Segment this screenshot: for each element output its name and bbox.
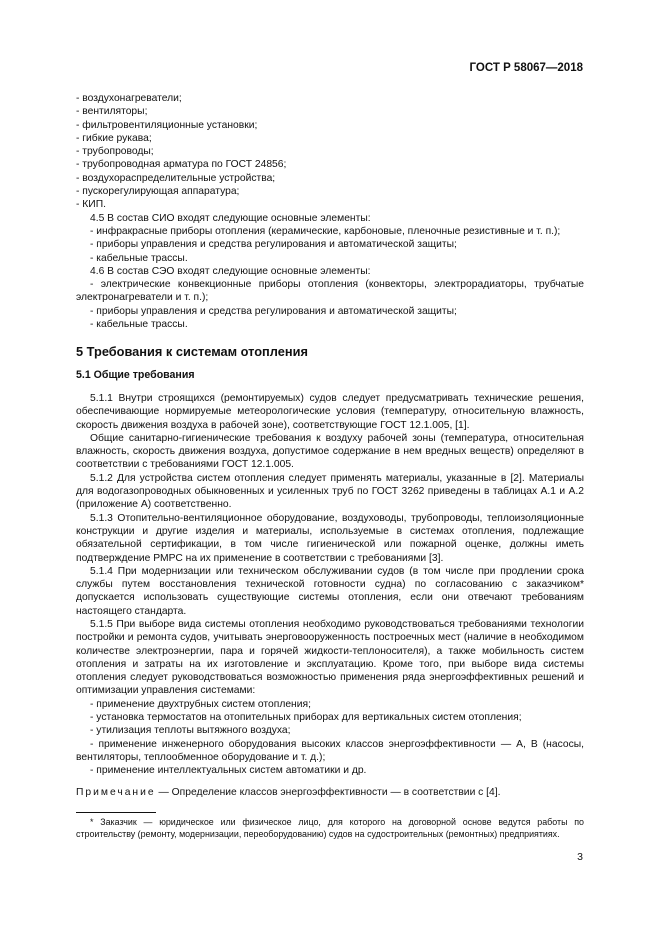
list-item: - применение интеллектуальных систем автоматики и др. bbox=[90, 765, 367, 777]
subsection-title: 5.1 Общие требования bbox=[76, 368, 195, 381]
list-item: - кабельные трассы. bbox=[90, 319, 188, 331]
paragraph-4-5: 4.5 В состав СИО входят следующие основные элементы: bbox=[90, 212, 371, 224]
list-item: - фильтровентиляционные установки; bbox=[76, 119, 258, 131]
note-text: — Определение классов энергоэффективности — в соответствии с [4]. bbox=[155, 786, 501, 798]
list-item: - применение двухтрубных систем отопления; bbox=[90, 698, 311, 710]
paragraph: Общие санитарно-гигиенические требования к воздуху рабочей зоны (температура, относительная влажность, скорость движения воздуха, допустимое содержание в нем вредных веществ) определяют в соответствии с требованиями ГОСТ 12.1.005. bbox=[76, 432, 584, 471]
list-item: - приборы управления и средства регулирования и автоматической защиты; bbox=[90, 239, 457, 251]
footnote: * Заказчик — юридическое или физическое лицо, для которого на договорной основе ведутся работы по строительству (ремонту, модернизации, переоборудованию) судов на судостроительных (ремонтных) предприятиях. bbox=[76, 817, 584, 839]
list-item: - кабельные трассы. bbox=[90, 252, 188, 264]
list-b bbox=[76, 225, 584, 265]
paragraph-4-6: 4.6 В состав СЭО входят следующие основные элементы: bbox=[90, 265, 371, 277]
section-title: 5 Требования к системам отопления bbox=[76, 344, 308, 360]
list-item: - пускорегулирующая аппаратура; bbox=[76, 186, 240, 198]
list-item: - воздухораспределительные устройства; bbox=[76, 172, 276, 184]
list-d bbox=[76, 698, 584, 778]
list-item: - приборы управления и средства регулирования и автоматической защиты; bbox=[90, 305, 457, 317]
list-item: - инфракрасные приборы отопления (керамические, карбоновые, пленочные резистивные и т. п.); bbox=[90, 225, 561, 237]
paragraph: 5.1.1 Внутри строящихся (ремонтируемых) судов следует предусматривать технические решения, обеспечивающие нормируемые метеорологические условия (температуру, относительную влажность, скорость движения воздуха в рабочей зоне), соответствующие ГОСТ 12.1.005, [1]. bbox=[76, 392, 584, 431]
list-item: - установка термостатов на отопительных приборах для вертикальных систем отопления; bbox=[90, 712, 522, 724]
paragraph: 5.1.5 При выборе вида системы отопления необходимо руководствоваться требованиями технологии постройки и ремонта судов, учитывать энерговооруженность построечных мест (наличие в необходимом количестве электроэнергии, пара и горячей жидкости-теплоносителя), а также мобильность систем отопления и затраты на их изготовление и эксплуатацию. Кроме того, при выборе вида системы отопления следует руководствоваться возможностью применения ряда энергоэффективных решений и оптимизации управления системами: bbox=[76, 618, 584, 697]
page-content bbox=[76, 92, 584, 799]
paragraph: 5.1.4 При модернизации или техническом обслуживании судов (в том числе при продлении срока службы путем восстановления технической готовности судна) по согласованию с заказчиком* допускается использовать существующие системы отопления, если они отвечают требованиям настоящего стандарта. bbox=[76, 565, 584, 617]
page-number: 3 bbox=[577, 851, 583, 863]
list-item: - электрические конвекционные приборы отопления (конвекторы, электрорадиаторы, трубчатые электронагреватели и т. п.); bbox=[76, 279, 584, 304]
list-item: - КИП. bbox=[76, 199, 106, 211]
list-item: - трубопроводы; bbox=[76, 146, 154, 158]
list-a bbox=[76, 92, 584, 212]
list-item: - утилизация теплоты вытяжного воздуха; bbox=[90, 725, 291, 737]
footnote-divider bbox=[76, 812, 156, 813]
list-item: - трубопроводная арматура по ГОСТ 24856; bbox=[76, 159, 287, 171]
note bbox=[76, 786, 584, 799]
list-c bbox=[76, 305, 584, 332]
list-item: - вентиляторы; bbox=[76, 106, 148, 118]
document-header: ГОСТ Р 58067—2018 bbox=[469, 62, 583, 74]
list-item: - воздухонагреватели; bbox=[76, 93, 182, 104]
list-item: - гибкие рукава; bbox=[76, 132, 152, 144]
paragraph: 5.1.3 Отопительно-вентиляционное оборудование, воздуховоды, трубопроводы, теплоизоляционные конструкции и другие изделия и материалы, используемые в системах отопления, подлежащие обязательной сертификации, в том числе гигиенической или пожарной оценке, должны иметь подтверждение РМРС на их применение в соответствии с требованиями [3]. bbox=[76, 512, 584, 564]
paragraph: 5.1.2 Для устройства систем отопления следует применять материалы, указанные в [2]. Материалы для водогазопроводных обыкновенных и усиленных труб по ГОСТ 3262 приведены в таблицах А.1 и А.2 (приложение А) соответственно. bbox=[76, 472, 584, 511]
list-item: - применение инженерного оборудования высоких классов энергоэффективности — А, В (насосы, вентиляторы, теплообменное оборудование и т. д.); bbox=[76, 738, 584, 763]
note-label: Примечание bbox=[76, 786, 156, 798]
